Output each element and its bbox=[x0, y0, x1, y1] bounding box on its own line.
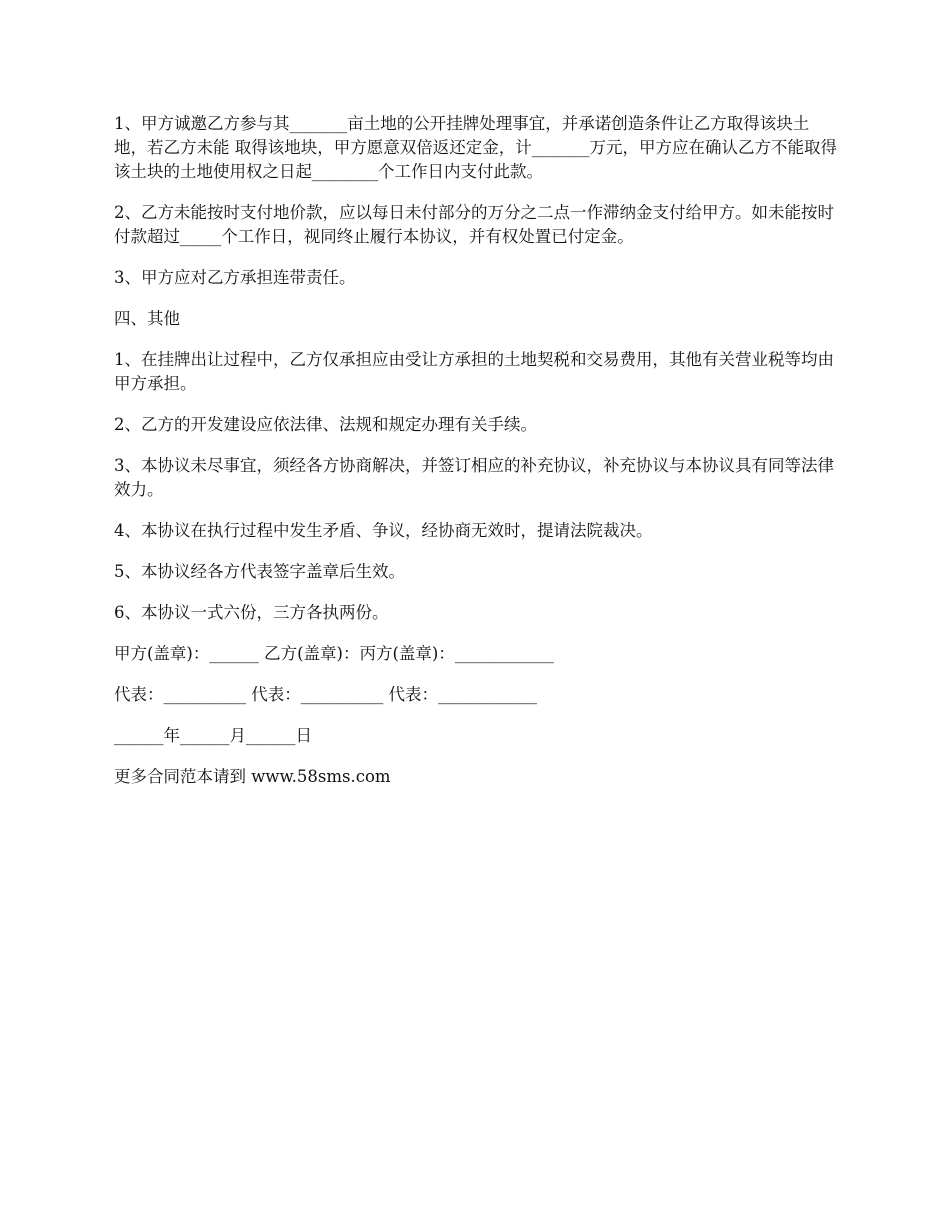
clause-paragraph: 2、乙方的开发建设应依法律、法规和规定办理有关手续。 bbox=[114, 415, 537, 434]
document-body bbox=[114, 112, 842, 806]
signature-line: 甲方(盖章)：______ 乙方(盖章)：丙方(盖章)：____________ bbox=[114, 644, 554, 663]
clause-paragraph: 3、本协议未尽事宜，须经各方协商解决，并签订相应的补充协议，补充协议与本协议具有同等法律效力。 bbox=[114, 456, 834, 499]
clause-paragraph: 1、在挂牌出让过程中，乙方仅承担应由受让方承担的土地契税和交易费用，其他有关营业税等均由甲方承担。 bbox=[114, 350, 834, 393]
clause-paragraph: 4、本协议在执行过程中发生矛盾、争议，经协商无效时，提请法院裁决。 bbox=[114, 521, 653, 540]
clause-paragraph: 1、甲方诚邀乙方参与其_______亩土地的公开挂牌处理事宜，并承诺创造条件让乙方取得该块土地，若乙方未能 取得该地块，甲方愿意双倍返还定金，计_______万元，甲方应在确认乙方不能取得该土块的土地使用权之日起________个工作日内支付此款。 bbox=[114, 114, 837, 181]
representative-line: 代表：__________ 代表：__________ 代表：____________ bbox=[114, 685, 537, 704]
clause-paragraph: 3、甲方应对乙方承担连带责任。 bbox=[114, 268, 356, 287]
date-line: ______年______月______日 bbox=[114, 726, 312, 745]
section-heading: 四、其他 bbox=[114, 309, 180, 328]
footer-note: 更多合同范本请到 www.58sms.com bbox=[114, 767, 391, 786]
clause-paragraph: 5、本协议经各方代表签字盖章后生效。 bbox=[114, 562, 405, 581]
clause-paragraph: 6、本协议一式六份，三方各执两份。 bbox=[114, 603, 389, 622]
clause-paragraph: 2、乙方未能按时支付地价款，应以每日未付部分的万分之二点一作滞纳金支付给甲方。如未能按时付款超过_____个工作日，视同终止履行本协议，并有权处置已付定金。 bbox=[114, 203, 834, 246]
